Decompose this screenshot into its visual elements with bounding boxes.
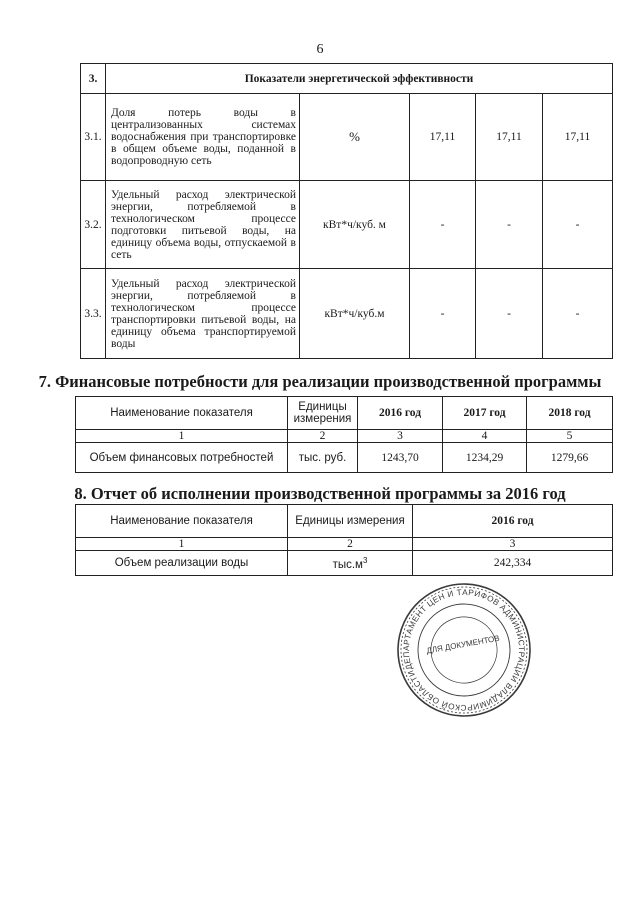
index-cell: 1 <box>76 430 288 443</box>
header-unit: Единицы измерения <box>288 397 358 430</box>
table-row <box>81 269 613 359</box>
row-unit: тыс. руб. <box>288 443 358 473</box>
header-year-2018: 2018 год <box>527 397 613 430</box>
row-number: 3.2. <box>81 181 106 269</box>
row-value-2018: - <box>543 181 613 269</box>
row-description: Доля потерь воды в централизованных системах водоснабжения при транспортировке в общем объеме воды, поданной в водопроводную сеть <box>106 94 300 181</box>
row-name: Объем реализации воды <box>76 551 288 576</box>
row-value-2016: 242,334 <box>413 551 613 576</box>
index-cell: 3 <box>413 538 613 551</box>
index-cell: 2 <box>288 538 413 551</box>
header-row <box>76 397 613 430</box>
header-name: Наименование показателя <box>76 397 288 430</box>
header-year-2016: 2016 год <box>413 505 613 538</box>
row-value-2016: - <box>410 269 476 359</box>
svg-text:ДЕПАРТАМЕНТ ЦЕН И ТАРИФОВ АДМИ <box>394 580 534 720</box>
section-8-heading: 8. Отчет об исполнении производственной программы за 2016 год <box>74 484 566 503</box>
official-stamp <box>394 580 534 720</box>
table-row <box>76 443 613 473</box>
header-year-2017: 2017 год <box>443 397 527 430</box>
row-number: 3.1. <box>81 94 106 181</box>
index-cell: 2 <box>288 430 358 443</box>
table-row <box>76 551 613 576</box>
row-value-2016: 17,11 <box>410 94 476 181</box>
page-number: 6 <box>316 42 324 57</box>
row-value-2018: 17,11 <box>543 94 613 181</box>
header-unit: Единицы измерения <box>288 505 413 538</box>
header-name: Наименование показателя <box>76 505 288 538</box>
row-description: Удельный расход электрической энергии, потребляемой в технологическом процессе подготовки питьевой воды, на единицу объема воды, отпускаемой в сеть <box>106 181 300 269</box>
row-unit <box>288 551 413 576</box>
section-number: 3. <box>81 64 106 94</box>
index-cell: 1 <box>76 538 288 551</box>
row-name: Объем финансовых потребностей <box>76 443 288 473</box>
table-row <box>81 94 613 181</box>
row-number: 3.3. <box>81 269 106 359</box>
financial-needs-table <box>75 396 613 473</box>
row-unit-text: тыс.м <box>332 558 363 571</box>
table-row <box>81 181 613 269</box>
row-value-2017: - <box>476 269 543 359</box>
index-cell: 4 <box>443 430 527 443</box>
section-title: Показатели энергетической эффективности <box>106 64 613 94</box>
row-unit: % <box>300 94 410 181</box>
row-description: Удельный расход электрической энергии, потребляемой в технологическом процессе транспортировки питьевой воды, на единицу объема транспортируемой воды <box>106 269 300 359</box>
section-7-heading: 7. Финансовые потребности для реализации производственной программы <box>38 372 602 391</box>
row-value-2016: 1243,70 <box>358 443 443 473</box>
index-cell: 5 <box>527 430 613 443</box>
header-year-2016: 2016 год <box>358 397 443 430</box>
stamp-center-text: ДЛЯ ДОКУМЕНТОВ <box>425 633 501 656</box>
row-value-2017: 17,11 <box>476 94 543 181</box>
index-row <box>76 538 613 551</box>
row-unit: кВт*ч/куб. м <box>300 181 410 269</box>
row-value-2018: 1279,66 <box>527 443 613 473</box>
row-unit: кВт*ч/куб.м <box>300 269 410 359</box>
header-row <box>76 505 613 538</box>
energy-efficiency-table <box>80 63 613 359</box>
section-header-row <box>81 64 613 94</box>
row-value-2017: 1234,29 <box>443 443 527 473</box>
row-value-2017: - <box>476 181 543 269</box>
program-report-table <box>75 504 613 576</box>
index-row <box>76 430 613 443</box>
row-unit-superscript: 3 <box>362 556 368 566</box>
index-cell: 3 <box>358 430 443 443</box>
stamp-outer-text: ДЕПАРТАМЕНТ ЦЕН И ТАРИФОВ АДМИНИСТРАЦИИ ВЛАДИМИРСКОЙ ОБЛАСТИ <box>401 587 527 713</box>
row-value-2016: - <box>410 181 476 269</box>
row-value-2018: - <box>543 269 613 359</box>
